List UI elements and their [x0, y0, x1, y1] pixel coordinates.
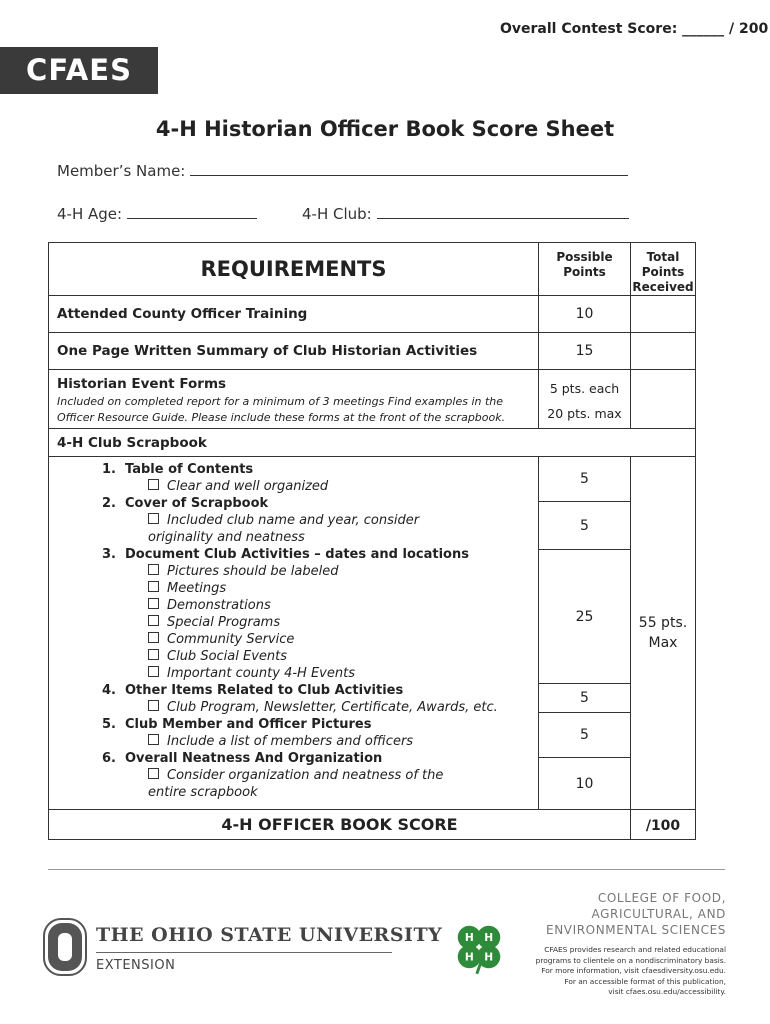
checkbox-icon[interactable]: [148, 564, 159, 575]
list-subitem: Club Program, Newsletter, Certificate, Awards, etc.: [49, 699, 538, 716]
members-name-label: Member’s Name:: [57, 162, 186, 180]
svg-text:H: H: [464, 931, 474, 945]
list-subitem: Include a list of members and officers: [49, 733, 538, 750]
scrapbook-total: 55 pts.: [638, 615, 688, 631]
checkbox-icon[interactable]: [148, 581, 159, 592]
scrapbook-items: [49, 457, 539, 810]
requirements-header: REQUIREMENTS: [49, 243, 539, 296]
club-label: 4-H Club:: [302, 205, 372, 223]
row-received-cell[interactable]: [631, 370, 696, 429]
event-forms-note: Included on completed report for a minimum of 3 meetings Find examples in the Officer Resource Guide. Please include these forms at the front of the scrapbook.: [57, 395, 506, 424]
scrapbook-label: 4-H Club Scrapbook: [49, 429, 696, 457]
cfaes-logo: CFAES: [0, 47, 158, 94]
score-table: [48, 242, 696, 840]
list-subitem: Community Service: [49, 631, 538, 648]
list-subitem: Important county 4-H Events: [49, 665, 538, 682]
list-subitem: Consider organization and neatness of the entire scrapbook: [148, 768, 444, 800]
row-received-cell[interactable]: [631, 333, 696, 370]
club-field[interactable]: [302, 205, 629, 223]
event-forms-label: Historian Event Forms: [57, 376, 227, 392]
osu-extension: EXTENSION: [96, 958, 176, 973]
book-score-label: 4-H OFFICER BOOK SCORE: [49, 810, 631, 840]
scrapbook-points-2: 5: [539, 502, 631, 550]
table-row: [49, 333, 696, 370]
row-points: 10: [539, 296, 631, 333]
row-received-cell[interactable]: [631, 296, 696, 333]
scrapbook-total-max: Max: [648, 635, 678, 651]
scrapbook-total-cell[interactable]: [631, 457, 696, 810]
list-item: 1. Table of Contents: [102, 462, 254, 477]
scrapbook-points-5: 5: [539, 713, 631, 758]
table-row: [49, 296, 696, 333]
osu-rule: [96, 952, 392, 953]
checkbox-icon[interactable]: [148, 734, 159, 745]
scrapbook-points-6: 10: [539, 758, 631, 810]
footer-divider: [48, 869, 725, 870]
event-forms-points: 5 pts. each 20 pts. max: [539, 370, 631, 429]
club-line[interactable]: [377, 206, 629, 219]
college-name: COLLEGE OF FOOD, AGRICULTURAL, AND ENVIRONMENTAL SCIENCES: [546, 891, 726, 937]
disclaimer-text: CFAES provides research and related educational programs to clientele on a nondiscriminatory basis. For more information, visit cfaesdiversity.osu.edu. For an accessible format of this publication, visit cfaes.osu.edu/accessibility.: [535, 945, 726, 996]
svg-text:H: H: [464, 950, 474, 964]
book-score-value[interactable]: /100: [631, 810, 696, 840]
list-subitem: Demonstrations: [49, 597, 538, 614]
table-row: [49, 370, 696, 429]
checkbox-icon[interactable]: [148, 649, 159, 660]
list-subitem: Special Programs: [49, 614, 538, 631]
list-subitem: Club Social Events: [49, 648, 538, 665]
row-label: Attended County Officer Training: [49, 296, 539, 333]
list-item: 5. Club Member and Officer Pictures: [102, 717, 372, 732]
list-subitem: Pictures should be labeled: [49, 563, 538, 580]
list-item: 4. Other Items Related to Club Activities: [102, 683, 404, 698]
members-name-line[interactable]: [190, 163, 628, 176]
age-label: 4-H Age:: [57, 205, 123, 223]
checkbox-icon[interactable]: [148, 513, 159, 524]
possible-points-header: Possible Points: [539, 243, 631, 296]
scrapbook-header-row: [49, 429, 696, 457]
scrapbook-points-4: 5: [539, 684, 631, 713]
list-item: 3. Document Club Activities – dates and locations: [102, 547, 469, 562]
age-field[interactable]: [57, 205, 257, 223]
list-subitem: Meetings: [49, 580, 538, 597]
block-o-logo-icon: [43, 918, 87, 976]
checkbox-icon[interactable]: [148, 615, 159, 626]
list-item: 6. Overall Neatness And Organization: [102, 751, 383, 766]
checkbox-icon[interactable]: [148, 768, 159, 779]
row-label: One Page Written Summary of Club Historian Activities: [49, 333, 539, 370]
members-name-field[interactable]: [57, 162, 628, 180]
page-title: 4-H Historian Officer Book Score Sheet: [155, 117, 615, 141]
row-points: 15: [539, 333, 631, 370]
checkbox-icon[interactable]: [148, 598, 159, 609]
scrapbook-points-3: 25: [539, 550, 631, 684]
age-line[interactable]: [127, 206, 257, 219]
overall-contest-score: Overall Contest Score: ______ / 200: [500, 21, 769, 37]
svg-text:H: H: [484, 931, 494, 945]
scrapbook-points-1: 5: [539, 457, 631, 502]
total-points-header: Total Points Received: [631, 243, 696, 296]
checkbox-icon[interactable]: [148, 700, 159, 711]
checkbox-icon[interactable]: [148, 666, 159, 677]
event-forms-cell: [49, 370, 539, 429]
checkbox-icon[interactable]: [148, 479, 159, 490]
list-item: 2. Cover of Scrapbook: [102, 496, 269, 511]
osu-wordmark: THE OHIO STATE UNIVERSITY: [96, 924, 443, 946]
list-subitem: Included club name and year, consider originality and neatness: [148, 513, 420, 545]
list-subitem: Clear and well organized: [49, 478, 538, 495]
four-h-clover-icon: [450, 918, 508, 976]
svg-text:H: H: [484, 950, 494, 964]
checkbox-icon[interactable]: [148, 632, 159, 643]
